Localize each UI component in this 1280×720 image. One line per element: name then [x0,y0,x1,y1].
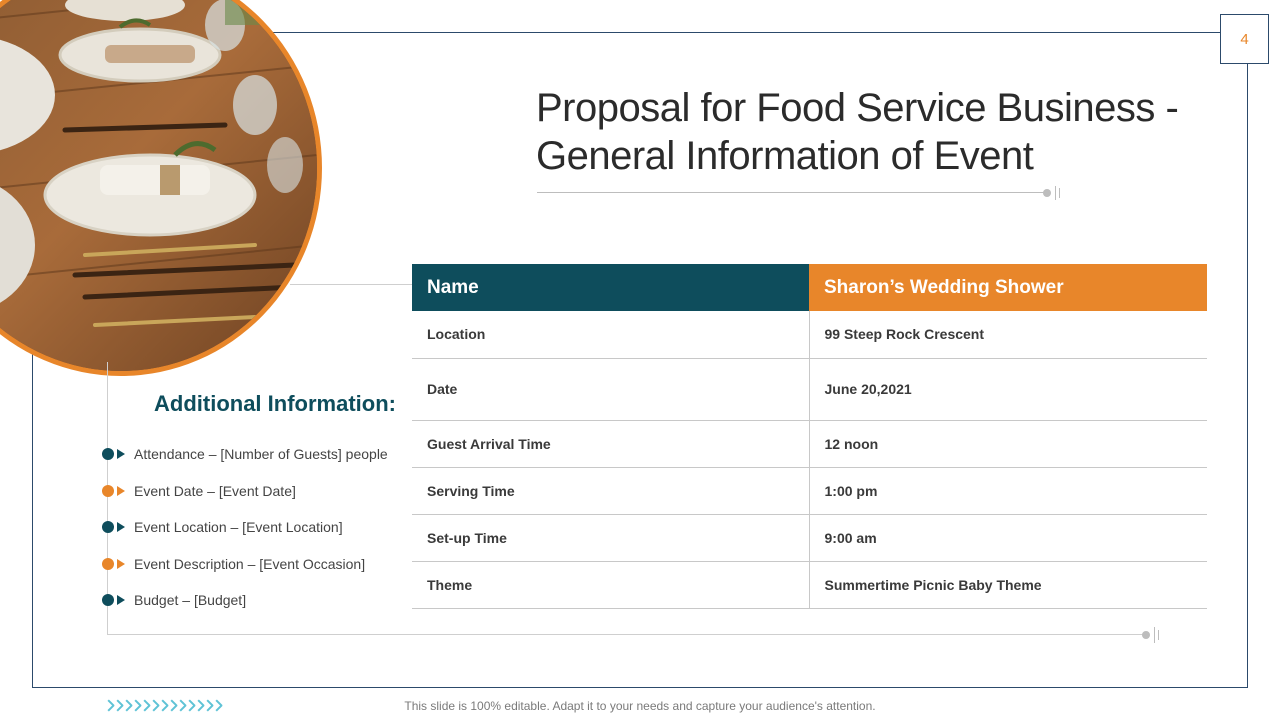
table-header-row [412,264,1207,311]
bullet-icon [100,519,130,535]
bottom-divider-dot [1142,631,1150,639]
additional-info-heading: Additional Information: [154,391,396,416]
bullet-icon [100,592,130,608]
title-line-2: General Information of Event [536,134,1034,178]
bullet-icon [100,483,130,499]
table-row [412,420,1207,467]
table-row [412,561,1207,608]
title-line-1: Proposal for Food Service Business - [536,86,1179,130]
list-item-text: Event Location – [Event Location] [134,519,343,536]
row-value: Summertime Picnic Baby Theme [809,561,1207,608]
list-item-text: Budget – [Budget] [134,592,247,609]
list-item-text: Event Description – [Event Occasion] [134,555,366,572]
list-item [100,509,388,546]
row-label: Serving Time [412,467,809,514]
row-value: June 20,2021 [809,358,1207,420]
header-value: Sharon’s Wedding Shower [809,264,1207,311]
bottom-divider [107,634,1147,635]
title-underline [537,192,1047,193]
table-row [412,514,1207,561]
bullet-icon [100,446,130,462]
table-row [412,358,1207,420]
list-item-text: Attendance – [Number of Guests] people [134,446,388,463]
page-number [1220,14,1269,64]
bullet-icon [100,556,130,572]
list-item [100,546,388,583]
list-item-text: Event Date – [Event Date] [134,482,296,499]
row-label: Guest Arrival Time [412,420,809,467]
row-value: 99 Steep Rock Crescent [809,311,1207,358]
list-item [100,436,388,473]
page-number-text: 4 [1240,30,1249,48]
list-item [100,582,388,619]
table-row [412,467,1207,514]
table-row [412,311,1207,358]
row-label: Set-up Time [412,514,809,561]
row-value: 9:00 am [809,514,1207,561]
header-label: Name [412,264,809,311]
row-value: 1:00 pm [809,467,1207,514]
row-label: Date [412,358,809,420]
footer-note: This slide is 100% editable. Adapt it to your needs and capture your audience's attention. [404,699,876,713]
title-underline-tick [1055,186,1056,200]
additional-info-list [100,436,388,619]
event-info-table [412,264,1207,609]
slide-title [536,84,1236,180]
bottom-divider-tick [1158,630,1159,640]
bottom-divider-tick [1154,627,1155,643]
connector-line [290,284,412,285]
title-underline-dot [1043,189,1051,197]
row-label: Location [412,311,809,358]
row-value: 12 noon [809,420,1207,467]
row-label: Theme [412,561,809,608]
title-underline-tick [1059,188,1060,198]
list-item [100,473,388,510]
